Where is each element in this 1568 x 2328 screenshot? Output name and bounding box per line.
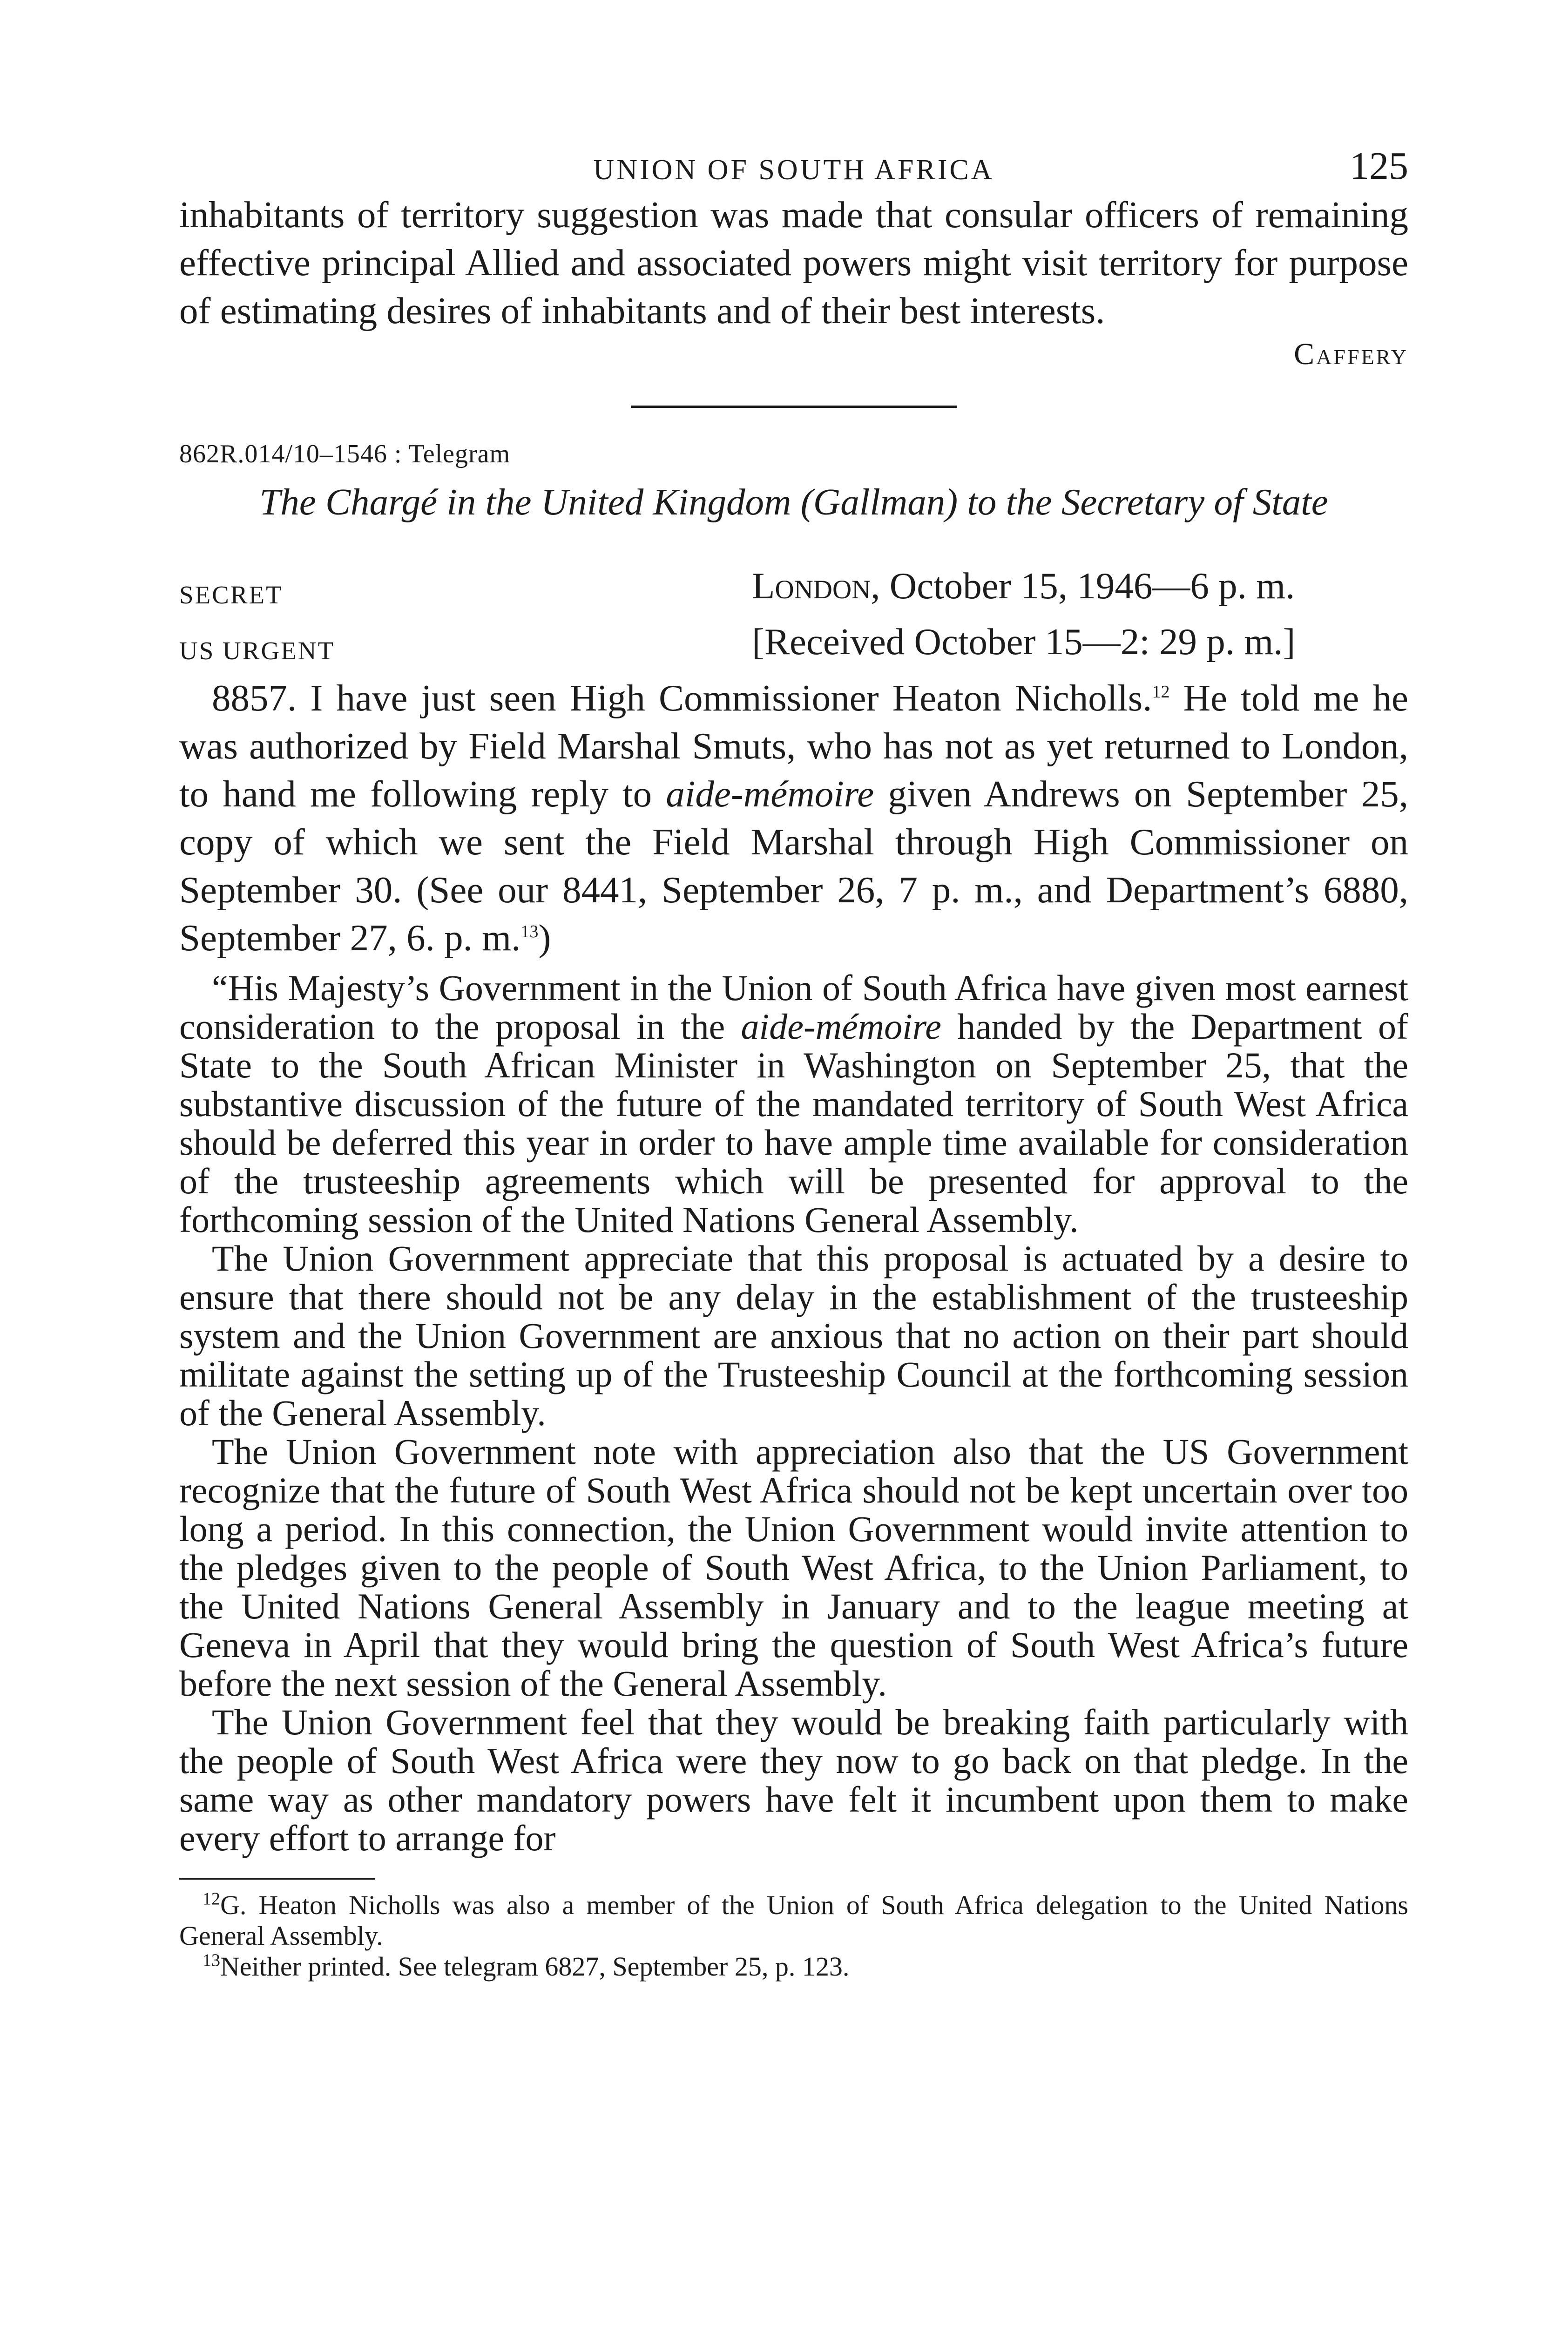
footnote-12 xyxy=(179,1890,1408,1951)
dateline-row-2 xyxy=(179,618,1408,674)
footnote-ref-12: 12 xyxy=(1152,682,1170,702)
footnote-13-mark: 13 xyxy=(203,1950,220,1970)
footnote-divider xyxy=(179,1878,375,1880)
quote-1-italic: aide-mémoire xyxy=(741,1006,941,1047)
file-reference: 862R.014/10–1546 : Telegram xyxy=(179,440,511,468)
intro-signature: Caffery xyxy=(1294,337,1408,371)
quote-paragraph-3: The Union Government note with appreciation also that the US Government recognize that the future of South West Africa should not be kept uncertain over too long a period. In this connection, the Union Government would invite attention to the pledges given to the people of South West Africa, to the Union Parliament, to the United Nations General Assembly in January and to the league meeting at Geneva in April that they would bring the question of South West Africa’s future before the next session of the General Assembly. xyxy=(179,1431,1408,1704)
received-line: [Received October 15—2: 29 p. m.] xyxy=(752,621,1296,663)
dateline xyxy=(179,562,1408,674)
page-number: 125 xyxy=(1350,144,1408,188)
running-head xyxy=(179,140,1408,191)
intro-paragraph: inhabitants of territory suggestion was made that consular officers of remaining effective principal Allied and associated powers might visit territory for purpose of estimating desires of inhabitants and of their best interests. xyxy=(179,194,1408,332)
quote-paragraph-4: The Union Government feel that they would be breaking faith particularly with the people of South West Africa were they now to go back on that pledge. In the same way as other mandatory powers have felt it incumbent upon them to make every effort to arrange for xyxy=(179,1702,1408,1858)
document-heading: The Chargé in the United Kingdom (Gallman) to the Secretary of State xyxy=(259,481,1328,523)
quote-1-part-2: handed by the Department of State to the South African Minister in Washington on September 25, that the substantive discussion of the future of the mandated territory of South West Africa should be deferred this year in order to have ample time available for consideration of the trusteeship agreements which will be presented for approval to the forthcoming session of the United Nations General Assembly. xyxy=(179,1006,1408,1240)
running-title: UNION OF SOUTH AFRICA xyxy=(593,154,994,186)
footnote-13-text: Neither printed. See telegram 6827, September 25, p. 123. xyxy=(220,1951,850,1982)
footnote-12-text: G. Heaton Nicholls was also a member of the Union of South Africa delegation to the United Nations General Assembly. xyxy=(179,1890,1408,1951)
date: , October 15, 1946—6 p. m. xyxy=(871,565,1295,607)
message-lead: 8857. I have just seen High Commissioner Heaton Nicholls. xyxy=(212,677,1152,719)
page-content xyxy=(179,140,1408,1982)
footnote-13 xyxy=(179,1951,1408,1982)
message-italic: aide-mémoire xyxy=(666,773,874,815)
message-paragraph xyxy=(179,674,1408,962)
message-close: ) xyxy=(538,917,551,959)
message-part-2: given Andrews on September 25, copy of which we sent the Field Marshal through High Commissioner on September 30. (See our 8441, September 26, 7 p. m., and Department’s 6880, September 27, 6. p. m. xyxy=(179,773,1408,959)
footnote-ref-13: 13 xyxy=(520,922,539,941)
place-date xyxy=(752,562,1408,618)
dateline-row-1 xyxy=(179,562,1408,618)
quote-paragraph-2: The Union Government appreciate that this proposal is actuated by a desire to ensure that there should not be any delay in the establishment of the trusteeship system and the Union Government are anxious that no action on their part should militate against the setting up of the Trusteeship Council at the forthcoming session of the General Assembly. xyxy=(179,1238,1408,1433)
footnote-12-mark: 12 xyxy=(203,1889,220,1909)
section-divider xyxy=(631,406,957,408)
quote-1-part-1: “His Majesty’s Government in the Union of South Africa have given most earnest consideration to the proposal in the xyxy=(179,968,1408,1047)
place: London xyxy=(752,565,871,607)
classification-marking: SECRET xyxy=(179,581,283,609)
quote-paragraph-1 xyxy=(179,968,1408,1239)
message-part-1: He told me he was authorized by Field Marshal Smuts, who has not as yet returned to London, to hand me following reply to xyxy=(179,677,1408,815)
priority-marking: US URGENT xyxy=(179,636,335,665)
